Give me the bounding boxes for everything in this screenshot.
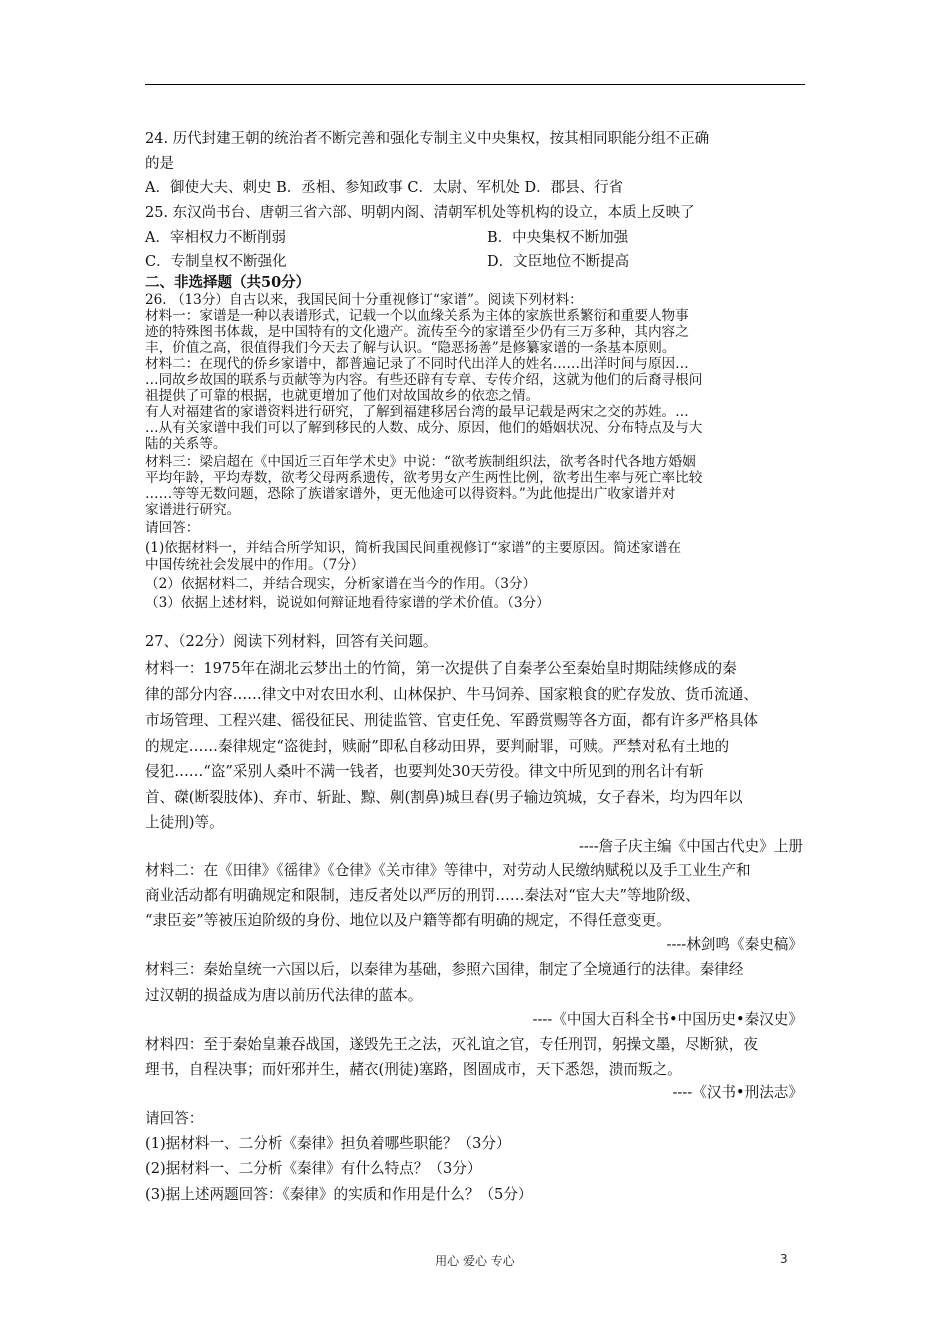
q26-line: 中国传统社会发展中的作用。（7分）	[145, 557, 365, 573]
q27-m3-line: 材料三：秦始皇统一六国以后，以秦律为基础，参照六国律，制定了全境通行的法律。秦律经	[145, 961, 744, 978]
q26-line: 家谱进行研究。	[145, 502, 241, 518]
q27-m1-line: 的规定……秦律规定“盗徙封，赎耐”即私自移动田界，要判耐罪，可赎。严禁对私有土地的	[145, 738, 730, 755]
q27-question: (3)据上述两题回答：《秦律》的实质和作用是什么？（5分）	[145, 1186, 533, 1203]
q27-question: (1)据材料一、二分析《秦律》担负着哪些职能？（3分）	[145, 1135, 511, 1152]
header-rule	[145, 84, 805, 85]
q27-m2-line: “隶臣妾”等被压迫阶级的身份、地位以及户籍等都有明确的规定，不得任意变更。	[145, 912, 671, 929]
section2-title: 二、非选择题（共50分）	[145, 274, 311, 291]
q26-line: 迹的特殊图书体裁，是中国特有的文化遗产。流传至今的家谱至少仍有三万多种，其内容之	[145, 324, 689, 340]
q27-m1-line: 市场管理、工程兴建、徭役征民、刑徒监管、官吏任免、军爵赏赐等各方面，都有许多严格具体	[145, 712, 758, 729]
q27-m3-line: 过汉朝的损益成为唐以前历代法律的蓝本。	[145, 987, 423, 1004]
q27-m1-line: 上徒刑)等。	[145, 814, 224, 831]
q26-line: （2）依据材料二，并结合现实，分析家谱在当今的作用。（3分）	[145, 576, 537, 592]
q26-line: 丰，价值之高，很值得我们今天去了解与认识。“隐恶扬善”是修纂家谱的一条基本原则。	[145, 340, 676, 356]
q24-stem-line1: 24. 历代封建王朝的统治者不断完善和强化专制主义中央集权，按其相同职能分组不正确	[145, 131, 710, 147]
q27-m1-line: 首、磔(断裂肢体)、弃市、斩趾、黥、劓(割鼻)城旦舂(男子输边筑城，女子舂米，均为四年以	[145, 789, 743, 806]
q25-option-c: C．专制皇权不断强化	[145, 254, 287, 270]
q27-m4-source: ----《汉书•刑法志》	[672, 1084, 803, 1101]
q26-line: 平均年龄，平均寿数，欲考父母两系遗传，欲考男女产生两性比例，欲考出生率与死亡率比较	[145, 470, 703, 486]
q27-m3-source: ----《中国大百科全书•中国历史•秦汉史》	[532, 1011, 803, 1028]
q27-m1-line: 侵犯……“盗”采别人桑叶不满一钱者，也要判处30天劳役。律文中所见到的刑名计有斩	[145, 763, 704, 780]
q26-line: （3）依据上述材料，说说如何辩证地看待家谱的学术价值。（3分）	[145, 595, 550, 611]
q26-line: 陆的关系等。	[145, 436, 227, 452]
q27-m2-line: 材料二：在《田律》《徭律》《仓律》《关市律》等律中，对劳动人民缴纳赋税以及手工业生产和	[145, 862, 751, 879]
q27-m2-source: ----林剑鸣《秦史稿》	[666, 936, 803, 953]
q26-line: …同故乡故国的联系与贡献等为内容。有些还辟有专章、专传介绍，这就为他们的后裔寻根问	[145, 372, 703, 388]
q27-head: 27、（22分）阅读下列材料，回答有关问题。	[145, 633, 438, 650]
q25-option-b: B．中央集权不断加强	[487, 230, 629, 246]
q26-line: 26. （13分）自古以来，我国民间十分重视修订“家谱”。阅读下列材料：	[145, 292, 583, 308]
q27-m1-source: ----詹子庆主编《中国古代史》上册	[578, 838, 803, 855]
q27-m4-line: 材料四：至于秦始皇兼吞战国，遂毁先王之法，灭礼谊之官，专任刑罚，躬操文墨，尽断狱，夜	[145, 1036, 758, 1053]
q25-stem: 25. 东汉尚书台、唐朝三省六部、明朝内阁、清朝军机处等机构的设立，本质上反映了	[145, 205, 695, 221]
q26-line: …从有关家谱中我们可以了解到移民的人数、成分、原因，他们的婚姻状况、分布特点及与大	[145, 420, 703, 436]
q24-stem-line2: 的是	[145, 156, 174, 172]
q25-option-d: D．文臣地位不断提高	[487, 254, 630, 270]
q26-line: ……等等无数问题，恐除了族谱家谱外，更无他途可以得资料。”为此他提出广收家谱并对	[145, 486, 676, 502]
q27-question: (2)据材料一、二分析《秦律》有什么特点？（3分）	[145, 1160, 482, 1177]
q27-m1-line: 材料一：1975年在湖北云梦出土的竹简，第一次提供了自秦孝公至秦始皇时期陆续修成的秦	[145, 660, 737, 677]
q27-answer-head: 请回答：	[145, 1110, 204, 1127]
q24-options: A．御使大夫、刺史 B．丞相、参知政事 C．太尉、军机处 D．郡县、行省	[145, 180, 624, 196]
q27-m1-line: 律的部分内容……律文中对农田水利、山林保护、牛马饲养、国家粮食的贮存发放、货币流通、	[145, 686, 758, 703]
q26-line: 材料二：在现代的侨乡家谱中，都普遍记录了不同时代出洋人的姓名……出洋时间与原因…	[145, 356, 689, 372]
footer-text: 用心 爱心 专心	[435, 1254, 515, 1268]
q26-line: 材料一：家谱是一种以表谱形式，记载一个以血缘关系为主体的家族世系繁衍和重要人物事	[145, 308, 689, 324]
page-number: 3	[780, 1252, 788, 1266]
q26-line: 有人对福建省的家谱资料进行研究，了解到福建移居台湾的最早记载是两宋之交的苏姓。…	[145, 404, 689, 420]
q26-line: 请回答：	[145, 520, 200, 536]
q27-m2-line: 商业活动都有明确规定和限制，违反者处以严厉的刑罚……秦法对“宦大夫”等地阶级、	[145, 887, 700, 904]
q26-line: 祖提供了可靠的根据，也就更增加了他们对故国故乡的依恋之情。	[145, 388, 540, 404]
q27-m4-line: 理书，自程决事；而奸邪并生，赭衣(刑徒)塞路，图圄成市，天下悉怨，溃而叛之。	[145, 1061, 682, 1078]
q26-line: (1)依据材料一，并结合所学知识，简析我国民间重视修订“家谱”的主要原因。简述家谱在	[145, 540, 682, 556]
q26-line: 材料三：梁启超在《中国近三百年学术史》中说：“欲考族制组织法，欲考各时代各地方婚姻	[145, 454, 696, 470]
q25-option-a: A．宰相权力不断削弱	[145, 230, 286, 246]
